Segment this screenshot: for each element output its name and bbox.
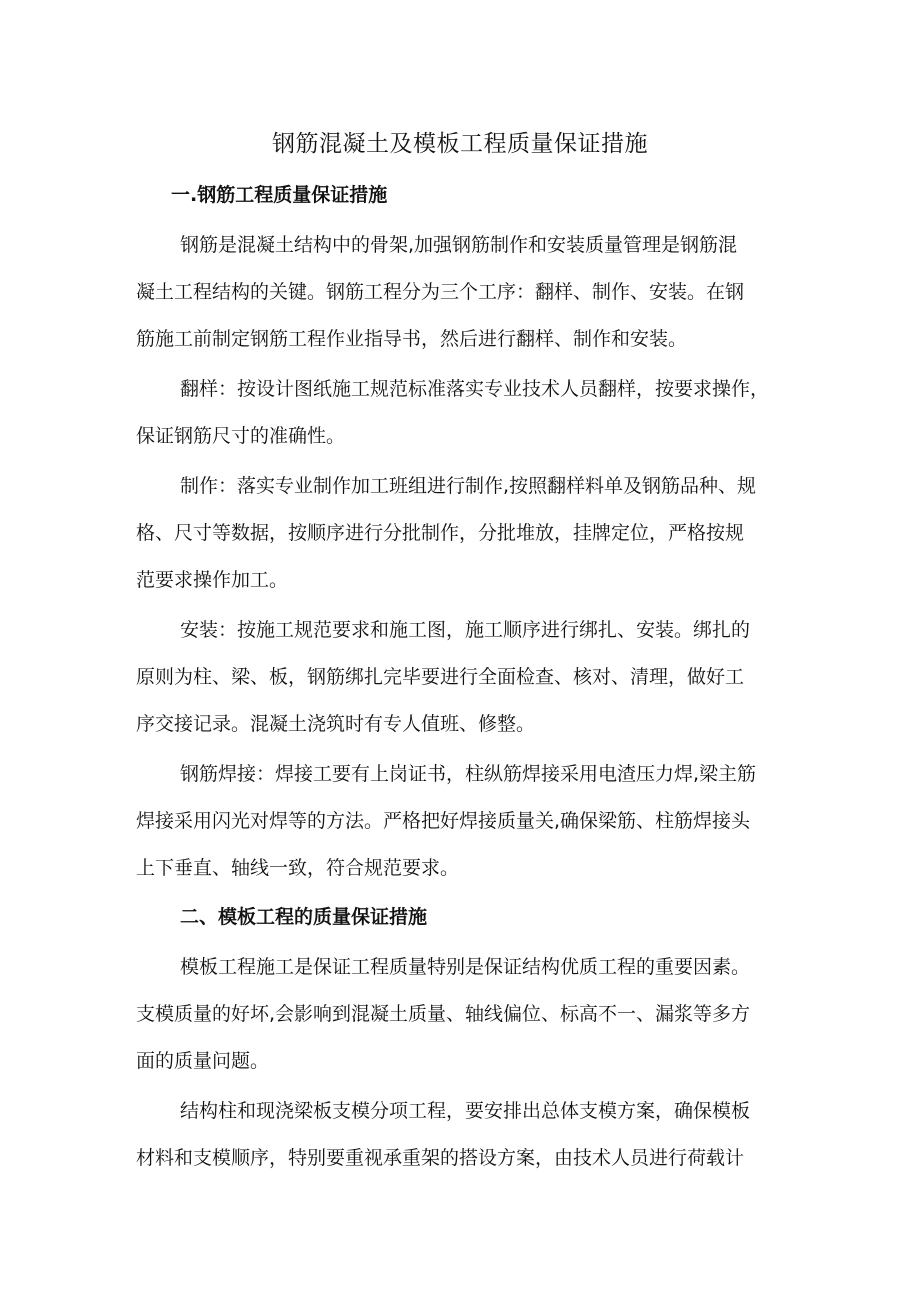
document-title: 钢筋混凝土及模板工程质量保证措施: [272, 131, 648, 157]
paragraph-line: 制作：落实专业制作加工班组进行制作,按照翻样料单及钢筋品种、规: [180, 475, 757, 497]
paragraph-line: 上下垂直、轴线一致，符合规范要求。: [136, 857, 460, 879]
paragraph-line: 材料和支模顺序，特别要重视承重架的搭设方案，由技术人员进行荷载计: [136, 1147, 745, 1169]
paragraph-line: 凝土工程结构的关键。钢筋工程分为三个工序：翻样、制作、安装。在钢: [136, 281, 745, 303]
paragraph-line: 保证钢筋尺寸的准确性。: [136, 425, 346, 447]
paragraph-line: 支模质量的好坏,会影响到混凝土质量、轴线偏位、标高不一、漏浆等多方: [136, 1003, 751, 1025]
paragraph-line: 序交接记录。混凝土浇筑时有专人值班、修整。: [136, 713, 536, 735]
paragraph-line: 钢筋焊接：焊接工要有上岗证书，柱纵筋焊接采用电渣压力焊,梁主筋: [180, 763, 757, 785]
paragraph-line: 安装：按施工规范要求和施工图，施工顺序进行绑扎、安装。绑扎的: [180, 619, 751, 641]
paragraph-line: 范要求操作加工。: [136, 569, 289, 591]
paragraph-line: 格、尺寸等数据，按顺序进行分批制作，分批堆放，挂牌定位，严格按规: [136, 522, 745, 544]
section-heading-rebar: 一.钢筋工程质量保证措施: [171, 184, 388, 206]
paragraph-line: 焊接采用闪光对焊等的方法。严格把好焊接质量关,确保梁筋、柱筋焊接头: [136, 810, 751, 832]
paragraph-line: 筋施工前制定钢筋工程作业指导书，然后进行翻样、制作和安装。: [136, 328, 688, 350]
section-heading-formwork: 二、模板工程的质量保证措施: [180, 906, 428, 928]
paragraph-line: 面的质量问题。: [136, 1050, 270, 1072]
paragraph-line: 模板工程施工是保证工程质量特别是保证结构优质工程的重要因素。: [180, 956, 751, 978]
paragraph-line: 钢筋是混凝土结构中的骨架,加强钢筋制作和安装质量管理是钢筋混: [180, 234, 738, 256]
paragraph-line: 结构柱和现浇梁板支模分项工程，要安排出总体支模方案，确保模板: [180, 1100, 751, 1122]
paragraph-line: 原则为柱、梁、板，钢筋绑扎完毕要进行全面检查、核对、清理，做好工: [136, 666, 745, 688]
paragraph-line: 翻样：按设计图纸施工规范标准落实专业技术人员翻样，按要求操作，: [180, 378, 770, 400]
